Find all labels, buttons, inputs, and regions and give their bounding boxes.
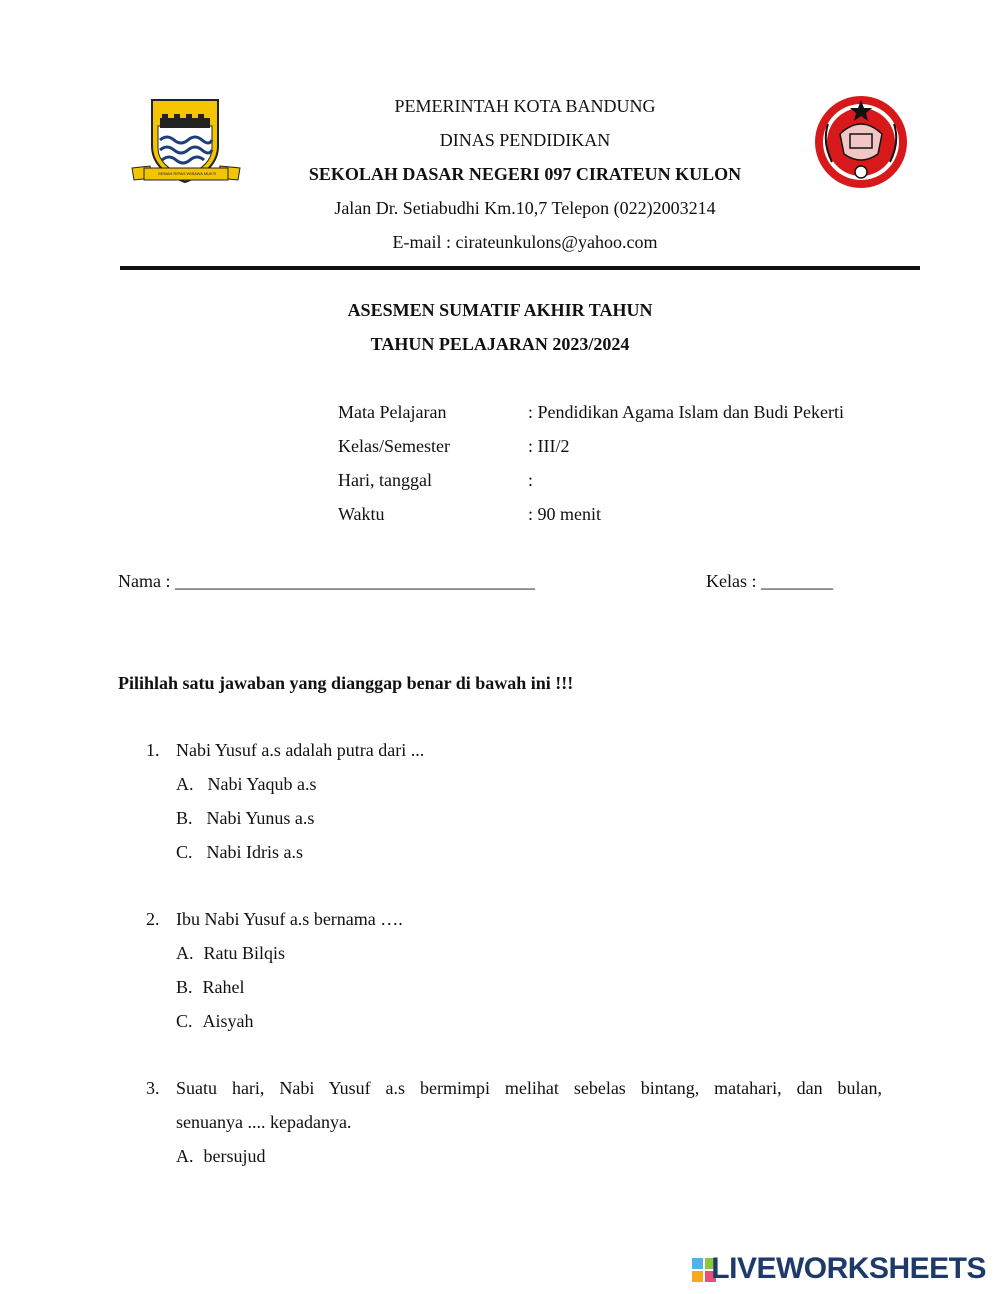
answer-option[interactable]: [176, 1011, 254, 1032]
meta-label-class-semester: Kelas/Semester: [338, 436, 450, 456]
meta-value-time: : 90 menit: [528, 504, 601, 524]
red-seal-logo: [810, 94, 912, 190]
option-text: Nabi Yaqub a.s: [207, 774, 317, 794]
header-government: PEMERINTAH KOTA BANDUNG: [394, 96, 656, 116]
header-email: E-mail : cirateunkulons@yahoo.com: [392, 232, 658, 252]
liveworksheets-watermark[interactable]: LIVEWORKSHEETS: [711, 1252, 986, 1285]
option-text: bersujud: [203, 1146, 266, 1166]
option-letter: B.: [176, 808, 193, 828]
option-letter: C.: [176, 842, 193, 862]
answer-option[interactable]: [176, 977, 245, 998]
option-text: Rahel: [202, 977, 245, 997]
header-school-name: SEKOLAH DASAR NEGERI 097 CIRATEUN KULON: [308, 164, 742, 184]
answer-option[interactable]: [176, 842, 303, 863]
letterhead-divider: [120, 266, 920, 270]
option-letter: B.: [176, 977, 193, 997]
question-number: 3.: [146, 1078, 160, 1098]
header-address: Jalan Dr. Setiabudhi Km.10,7 Telepon (022)2003214: [334, 198, 716, 218]
answer-option[interactable]: [176, 808, 314, 829]
exam-year: TAHUN PELAJARAN 2023/2024: [370, 334, 630, 354]
option-text: Nabi Idris a.s: [206, 842, 303, 862]
meta-label-time: Waktu: [338, 504, 385, 524]
option-letter: C.: [176, 1011, 193, 1031]
left-logo-motto: GEMAH RIPAH WIBAWA MUKTI: [157, 171, 217, 176]
option-text: Nabi Yunus a.s: [206, 808, 315, 828]
exam-title: ASESMEN SUMATIF AKHIR TAHUN: [347, 300, 653, 320]
instruction-text: Pilihlah satu jawaban yang dianggap benar di bawah ini !!!: [118, 673, 574, 693]
option-letter: A.: [176, 774, 194, 794]
option-text: Aisyah: [202, 1011, 254, 1031]
question-text-line-1: Suatu hari, Nabi Yusuf a.s bermimpi melihat sebelas bintang, matahari, dan bulan,: [176, 1078, 882, 1098]
student-class-field[interactable]: Kelas : ________: [706, 571, 833, 591]
answer-option[interactable]: [176, 774, 317, 795]
meta-value-date: :: [528, 470, 534, 490]
meta-value-class-semester: : III/2: [528, 436, 570, 456]
option-text: Ratu Bilqis: [203, 943, 286, 963]
option-letter: A.: [176, 943, 194, 963]
option-letter: A.: [176, 1146, 194, 1166]
answer-option[interactable]: [176, 1146, 266, 1167]
meta-label-date: Hari, tanggal: [338, 470, 432, 490]
question-text-line-2: senuanya .... kepadanya.: [176, 1112, 352, 1132]
question-number: 2.: [146, 909, 160, 929]
answer-option[interactable]: [176, 943, 285, 964]
question-text: Ibu Nabi Yusuf a.s bernama ….: [176, 909, 403, 929]
student-name-field[interactable]: Nama : ________________________________________: [118, 571, 535, 591]
question-number: 1.: [146, 740, 160, 760]
meta-label-subject: Mata Pelajaran: [338, 402, 447, 422]
header-department: DINAS PENDIDIKAN: [439, 130, 611, 150]
meta-value-subject: : Pendidikan Agama Islam dan Budi Pekerti: [528, 402, 844, 422]
question-text: Nabi Yusuf a.s adalah putra dari ...: [176, 740, 425, 760]
